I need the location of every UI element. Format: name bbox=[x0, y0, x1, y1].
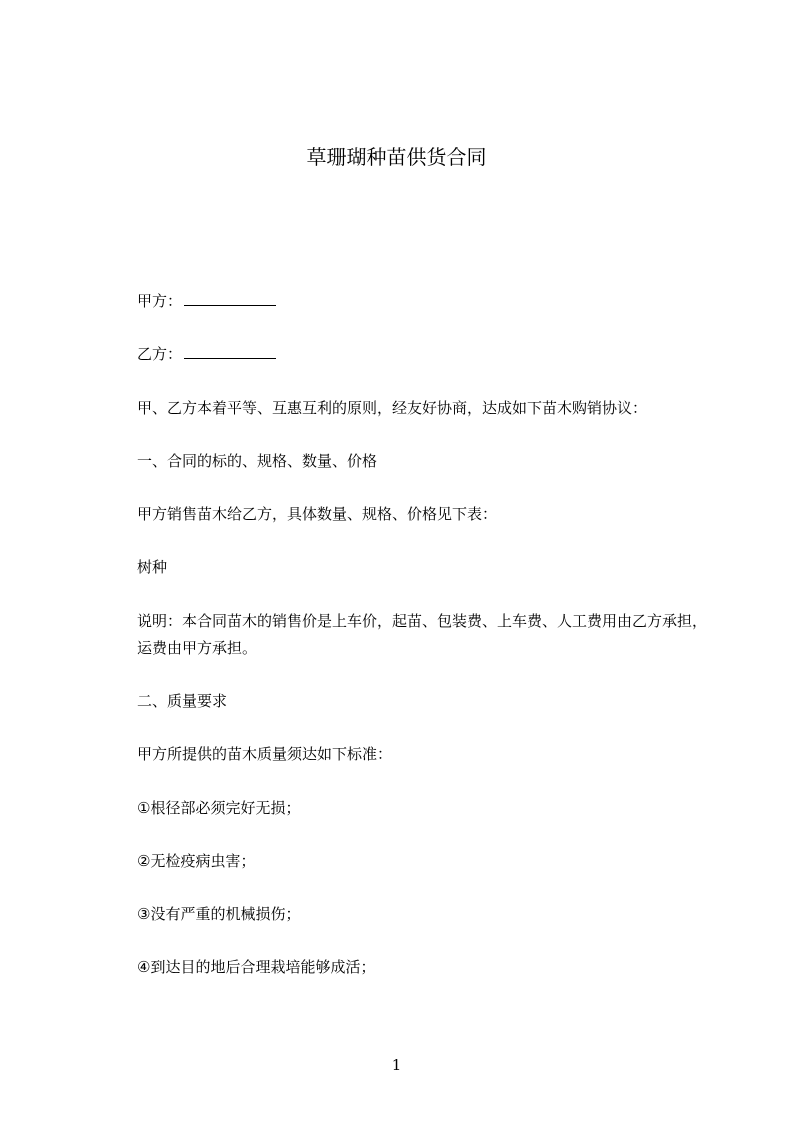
section2-heading: 二、质量要求 bbox=[137, 692, 228, 710]
list-item: ③没有严重的机械损伤； bbox=[137, 905, 301, 923]
list-item: ④到达目的地后合理栽培能够成活； bbox=[137, 958, 376, 976]
party-b-blank bbox=[184, 344, 276, 359]
party-b-line bbox=[137, 343, 276, 365]
document-title: 草珊瑚种苗供货合同 bbox=[306, 145, 487, 169]
page-number: 1 bbox=[391, 1056, 402, 1074]
section1-heading: 一、合同的标的、规格、数量、价格 bbox=[137, 452, 378, 470]
party-b-label: 乙方： bbox=[137, 345, 183, 363]
intro-paragraph: 甲、乙方本着平等、互惠互利的原则，经友好协商，达成如下苗木购销协议： bbox=[137, 399, 648, 417]
section2-text: 甲方所提供的苗木质量须达如下标准： bbox=[137, 745, 393, 763]
list-item: ②无检疫病虫害； bbox=[137, 852, 256, 870]
section1-text: 甲方销售苗木给乙方，具体数量、规格、价格见下表： bbox=[137, 505, 498, 523]
party-a-line bbox=[137, 290, 276, 312]
note-text: 说明：本合同苗木的销售价是上车价，起苗、包装费、上车费、人工费用由乙方承担，运费由甲方承担。 bbox=[137, 612, 708, 657]
table-label: 树种 bbox=[137, 558, 168, 576]
party-a-blank bbox=[184, 291, 276, 306]
list-item: ①根径部必须完好无损； bbox=[137, 799, 301, 817]
note-paragraph bbox=[107, 608, 707, 662]
party-a-label: 甲方： bbox=[137, 292, 183, 310]
